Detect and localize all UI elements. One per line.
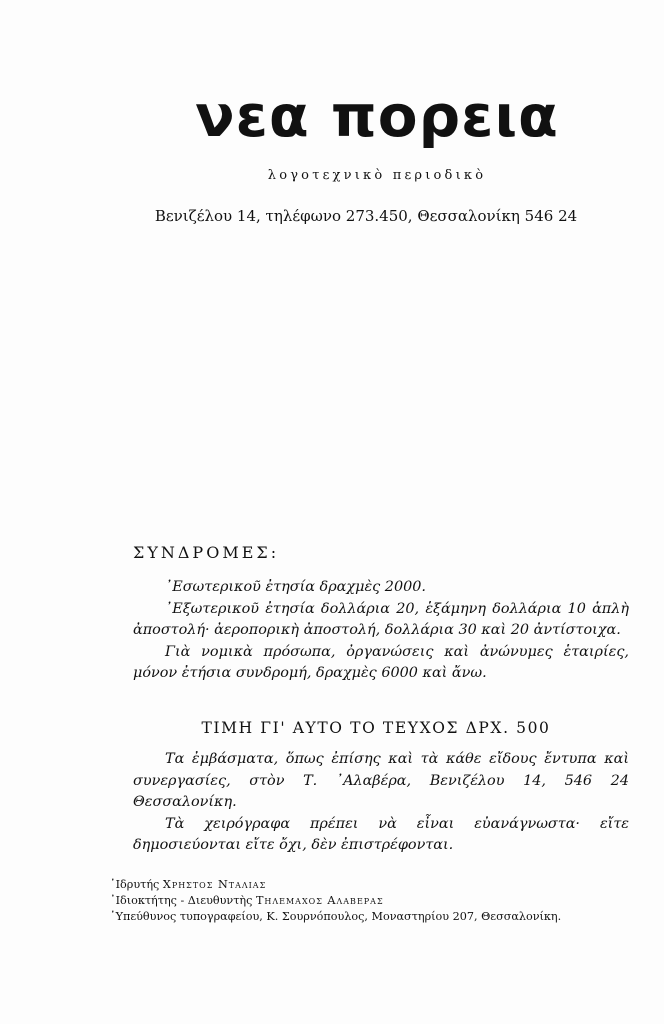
subscriptions-body	[133, 577, 629, 685]
owner-line	[110, 893, 630, 909]
subscription-legal-entities: Γιὰ νομικὰ πρόσωπα, ὀργανώσεις καὶ ἀνώνυμες ἑταιρίες, μόνον ἐτήσια συνδρομή, δραχμὲς 6000 καὶ ἄνω.	[133, 643, 629, 681]
credits-block	[110, 877, 630, 925]
issue-price-heading: ΤΙΜΗ ΓΙ' ΑΥΤΟ ΤΟ ΤΕΥΧΟΣ ΔΡΧ. 500	[201, 719, 551, 737]
founder-line	[110, 877, 630, 893]
printer-line: ῾Υπεύθυνος τυπογραφείου, Κ. Σουρνόπουλος, Μοναστηρίου 207, Θεσσαλονίκη.	[110, 910, 562, 923]
founder-label: ῾Ιδρυτής	[110, 878, 160, 891]
owner-label: ᾿Ιδιοκτήτης - Διευθυντὴς	[110, 894, 253, 907]
journal-subtitle: λογοτεχνικὸ περιοδικὸ	[267, 168, 487, 183]
manuscripts-paragraph: Τὰ χειρόγραφα πρέπει νὰ εἶναι εὐανάγνωστα· εἴτε δημοσιεύονται εἴτε ὄχι, δὲν ἐπιστρέφονται.	[133, 815, 629, 853]
subscriptions-heading: ΣΥΝΔΡΟΜΕΣ:	[133, 543, 280, 562]
remittance-paragraph: Τα ἐμβάσματα, ὅπως ἐπίσης καὶ τὰ κάθε εἴδους ἔντυπα καὶ συνεργασίες, στὸν Τ. ᾿Αλαβέρα, Βενιζέλου 14, 546 24 Θεσσαλονίκη.	[133, 751, 629, 810]
remittance-body	[133, 749, 629, 857]
journal-address: Βενιζέλου 14, τηλέφωνο 273.450, Θεσσαλονίκη 546 24	[154, 207, 578, 225]
subscription-domestic: ᾿Εσωτερικοῦ ἐτησία δραχμὲς 2000.	[165, 579, 426, 595]
owner-name: Τηλεμαχος Αλαβερας	[255, 894, 384, 907]
founder-name: Χρηστος Ντaλιας	[162, 878, 267, 891]
journal-title: νεα πορεια	[195, 82, 559, 150]
subscription-abroad: ᾿Εξωτερικοῦ ἐτησία δολλάρια 20, ἑξάμηνη δολλάρια 10 ἁπλὴ ἀποστολή· ἀεροπορικὴ ἀποστολή, δολλάρια 30 καὶ 20 ἀντίστοιχα.	[133, 600, 629, 638]
